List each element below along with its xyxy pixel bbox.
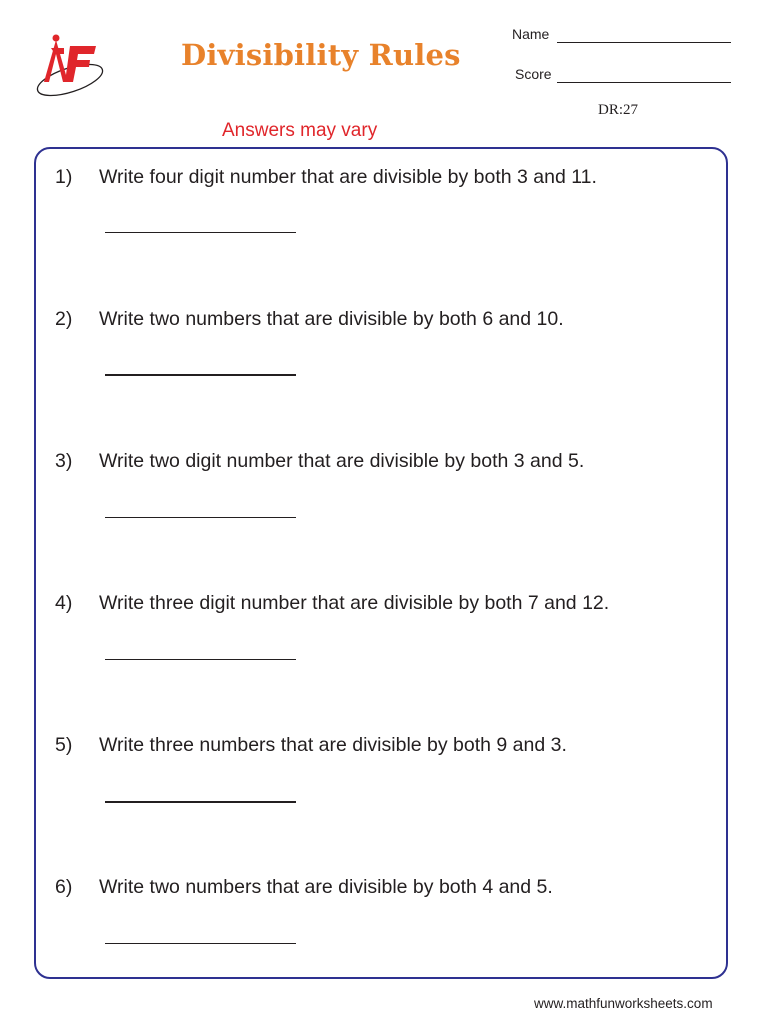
- footer-url: www.mathfunworksheets.com: [534, 996, 713, 1011]
- worksheet-code: DR:27: [598, 102, 639, 118]
- answer-line-5[interactable]: [105, 801, 296, 803]
- score-field[interactable]: [557, 82, 731, 83]
- question-text: Write three numbers that are divisible by both 9 and 3.: [99, 734, 567, 756]
- question-number: 3): [55, 450, 73, 472]
- question-text: Write four digit number that are divisible by both 3 and 11.: [99, 166, 597, 188]
- question-number: 2): [55, 308, 73, 330]
- answer-line-6[interactable]: [105, 943, 296, 944]
- question-number: 6): [55, 876, 73, 898]
- answer-line-4[interactable]: [105, 659, 296, 660]
- answer-line-3[interactable]: [105, 517, 296, 518]
- page-title: Divisibility Rules: [181, 38, 461, 72]
- name-field[interactable]: [557, 42, 731, 43]
- question-number: 5): [55, 734, 73, 756]
- question-number: 1): [55, 166, 73, 188]
- question-number: 4): [55, 592, 73, 614]
- name-label: Name: [512, 26, 550, 42]
- mf-compass-logo-icon: [34, 30, 108, 100]
- question-text: Write two digit number that are divisible by both 3 and 5.: [99, 450, 585, 472]
- answer-line-1[interactable]: [105, 232, 296, 233]
- answer-line-2[interactable]: [105, 374, 296, 376]
- score-label: Score: [515, 66, 552, 82]
- question-text: Write two numbers that are divisible by both 6 and 10.: [99, 308, 564, 330]
- question-text: Write three digit number that are divisible by both 7 and 12.: [99, 592, 610, 614]
- question-text: Write two numbers that are divisible by both 4 and 5.: [99, 876, 553, 898]
- questions-frame: [34, 147, 728, 979]
- answers-note: Answers may vary: [222, 120, 378, 141]
